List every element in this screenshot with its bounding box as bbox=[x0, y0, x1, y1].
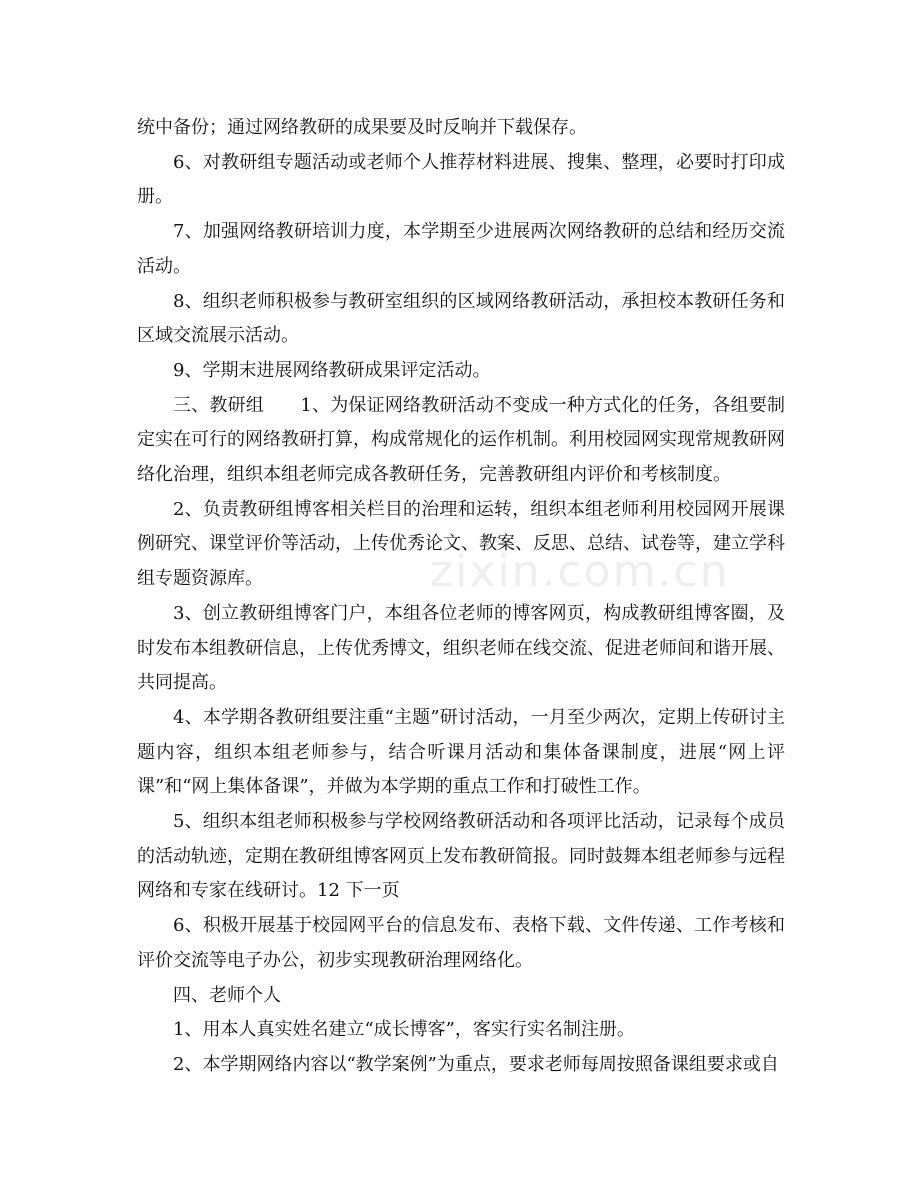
paragraph-group-item-3: 3、创立教研组博客门户，本组各位老师的博客网页，构成教研组博客圈，及时发布本组教研信息，上传优秀博文，组织老师在线交流、促进老师间和谐开展、共同提高。 bbox=[137, 602, 785, 694]
paragraph-teacher-item-1: 1、用本人真实姓名建立“成长博客”，客实行实名制注册。 bbox=[173, 1019, 635, 1041]
paragraph-continuation: 统中备份；通过网络教研的成果要及时反响并下载保存。 bbox=[137, 117, 587, 138]
watermark-text: zixin.com.cn bbox=[430, 546, 730, 597]
paragraph-group-item-5: 5、组织本组老师积极参与学校网络教研活动和各项评比活动，记录每个成员的活动轨迹，定期在教研组博客网页上发布教研简报。同时鼓舞本组老师参与远程网络和专家在线研讨。12 下一页 bbox=[137, 811, 785, 902]
paragraph-teacher-item-2: 2、本学期网络内容以“教学案例”为重点，要求老师每周按照备课组要求或自 bbox=[173, 1053, 779, 1075]
paragraph-item-7: 7、加强网络教研培训力度，本学期至少进展两次网络教研的总结和经历交流活动。 bbox=[137, 221, 785, 277]
paragraph-item-6: 6、对教研组专题活动或老师个人推荐材料进展、搜集、整理，必要时打印成册。 bbox=[137, 151, 785, 208]
paragraph-item-8: 8、组织老师积极参与教研室组织的区域网络教研活动，承担校本教研任务和区域交流展示活动。 bbox=[137, 290, 785, 347]
paragraph-group-item-2: 2、负责教研组博客相关栏目的治理和运转，组织本组老师利用校园网开展课例研究、课堂评价等活动，上传优秀论文、教案、反思、总结、试卷等，建立学科组专题资源库。 bbox=[137, 498, 785, 590]
section-heading-teacher-individual: 四、老师个人 bbox=[173, 984, 281, 1006]
section-heading-teaching-group: 三、教研组 1、为保证网络教研活动不变成一种方式化的任务，各组要制定实在可行的网络教研打算，构成常规化的运作机制。利用校园网实现常规教研网络化治理，组织本组老师完成各教研任务，完善教研组内评价和考核制度。 bbox=[137, 394, 785, 486]
document-body bbox=[137, 111, 785, 1083]
paragraph-group-item-4: 4、本学期各教研组要注重“主题”研讨活动，一月至少两次，定期上传研讨主题内容，组织本组老师参与，结合听课月活动和集体备课制度，进展“网上评课”和“网上集体备课”，并做为本学期的重点工作和打破性工作。 bbox=[137, 706, 785, 798]
paragraph-group-item-6: 6、积极开展基于校园网平台的信息发布、表格下载、文件传递、工作考核和评价交流等电子办公，初步实现教研治理网络化。 bbox=[137, 915, 785, 971]
paragraph-item-9: 9、学期末进展网络教研成果评定活动。 bbox=[173, 359, 491, 381]
